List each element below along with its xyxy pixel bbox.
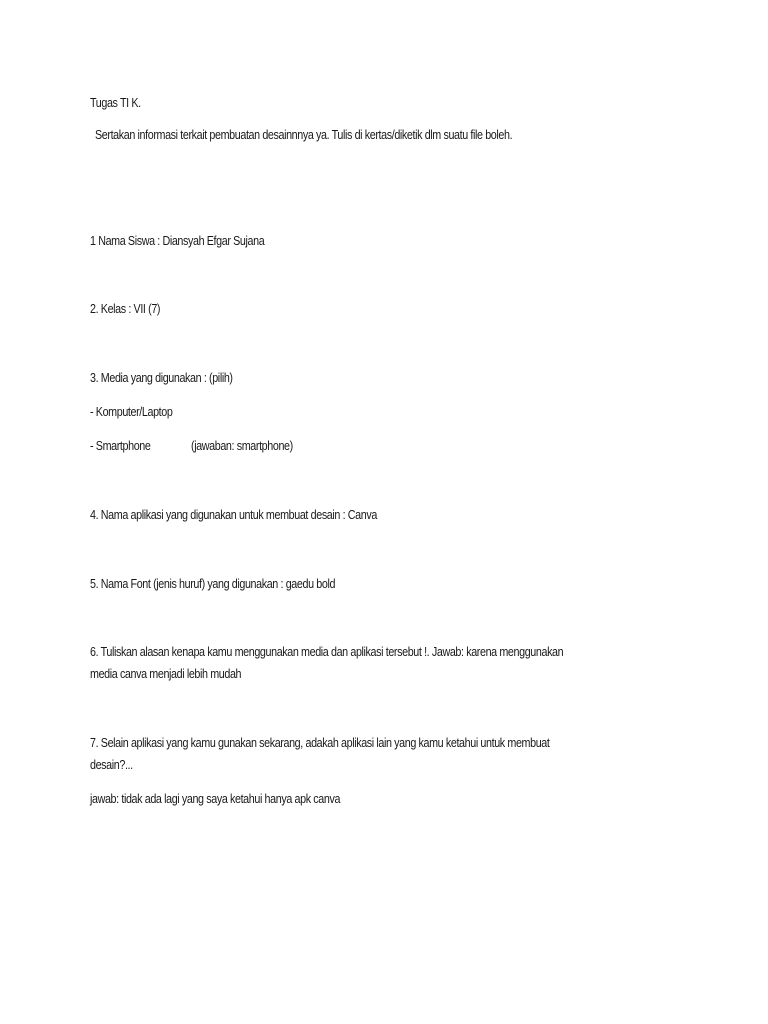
item-nama-siswa: 1 Nama Siswa : Diansyah Efgar Sujana (90, 234, 265, 248)
item-media-question: 3. Media yang digunakan : (pilih) (90, 371, 233, 385)
document-title: Tugas TI K. (90, 96, 141, 110)
item-kelas: 2. Kelas : VII (7) (90, 302, 161, 316)
media-answer: (jawaban: smartphone) (191, 439, 293, 453)
item-font: 5. Nama Font (jenis huruf) yang digunakan : gaedu bold (90, 577, 336, 591)
item-aplikasi-lain-answer: jawab: tidak ada lagi yang saya ketahui hanya apk canva (90, 792, 341, 806)
media-option-computer: - Komputer/Laptop (90, 405, 173, 419)
item-aplikasi-lain-line-2: desain?... (90, 758, 133, 772)
item-aplikasi-lain-line-1: 7. Selain aplikasi yang kamu gunakan sekarang, adakah aplikasi lain yang kamu ketahui untuk membuat (90, 736, 550, 750)
item-alasan-line-2: media canva menjadi lebih mudah (90, 667, 242, 681)
media-option-smartphone: - Smartphone (90, 439, 151, 453)
item-alasan-line-1: 6. Tuliskan alasan kenapa kamu menggunakan media dan aplikasi tersebut !. Jawab: karena menggunakan (90, 645, 564, 659)
item-aplikasi: 4. Nama aplikasi yang digunakan untuk membuat desain : Canva (90, 508, 377, 522)
instruction-text: Sertakan informasi terkait pembuatan desainnnya ya. Tulis di kertas/diketik dlm suatu file boleh. (95, 128, 513, 142)
